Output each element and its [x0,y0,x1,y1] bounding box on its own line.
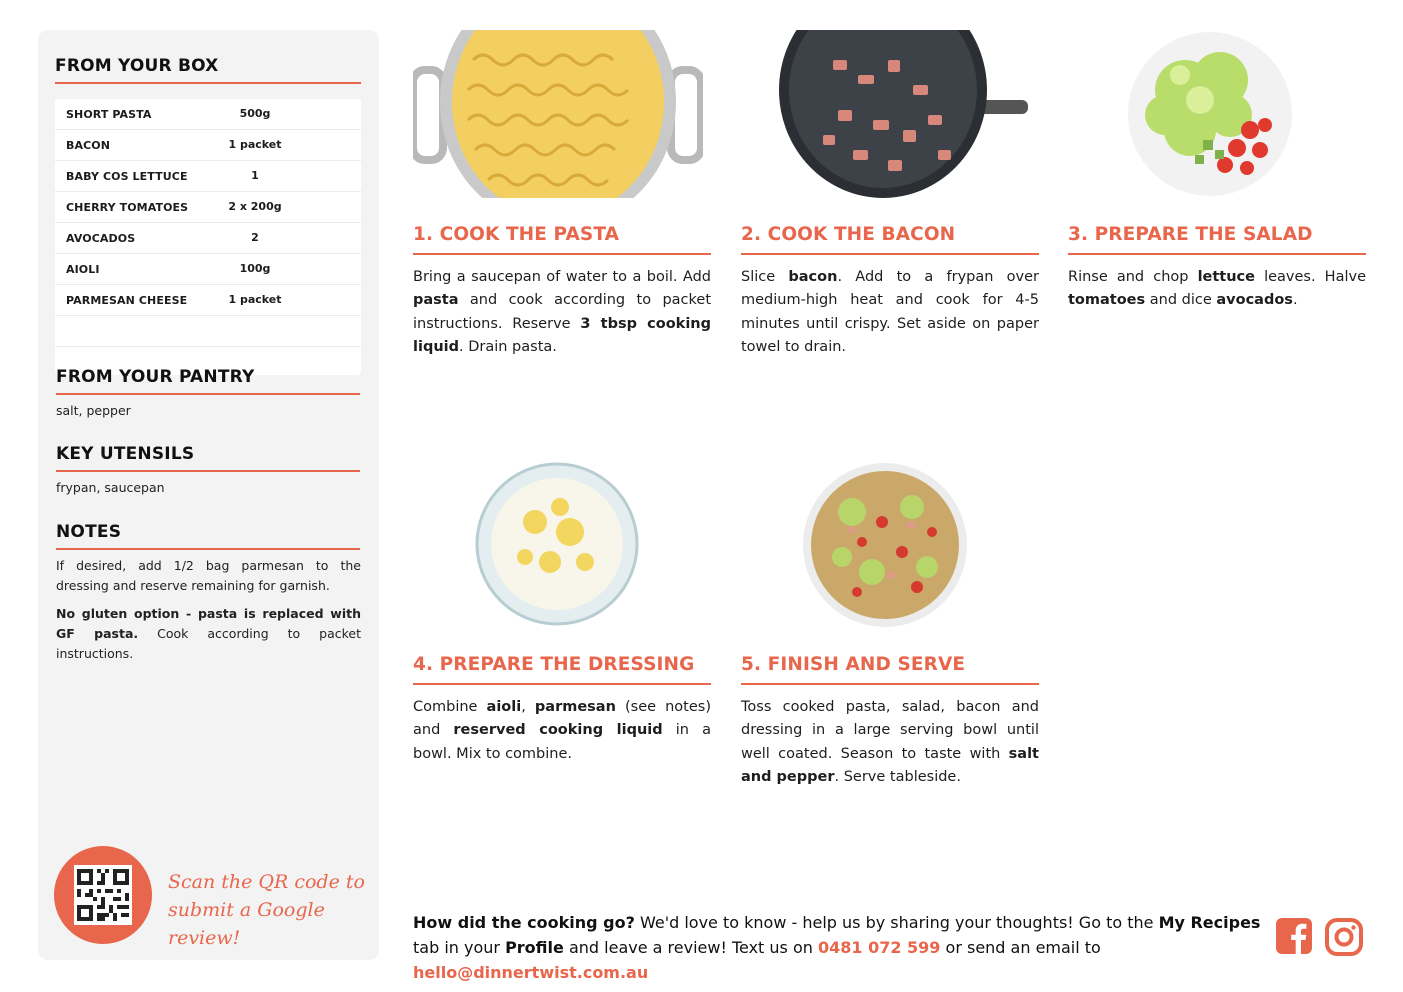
table-row [55,254,361,285]
ingredient-qty: 2 x 200g [228,200,282,213]
ingredient-name: BABY COS LETTUCE [66,170,188,183]
instruction-text: (see notes) and [413,699,711,739]
table-row [55,285,361,316]
bold-ingredient: reserved cooking liquid [453,722,663,739]
ingredients-table [55,99,361,375]
utensils-text: frypan, saucepan [56,480,165,495]
instruction-text: Rinse and chop [1068,269,1198,285]
review-text: and leave a review! Text us on [563,938,818,957]
step-rule [1068,253,1366,255]
qr-caption-line: Scan the QR code to [168,871,365,893]
instruction-text: , [521,699,535,715]
instruction-text: and dice [1145,292,1217,309]
bold-ingredient: lettuce [1197,269,1255,285]
step-rule [413,253,711,255]
bold-ingredient: salt and pepper [741,745,1039,785]
instruction-text: in a bowl. Mix to combine. [413,722,711,762]
instagram-icon[interactable] [1325,918,1363,956]
heading-rule [56,470,360,472]
notes-bold: No gluten option - pasta is replaced with GF pasta. [56,606,361,641]
step-1-title: 1. COOK THE PASTA [413,224,620,245]
step-2-title: 2. COOK THE BACON [741,224,956,245]
notes-heading: NOTES [56,522,122,542]
heading-rule [56,393,360,395]
pasta-pot-photo [413,30,703,198]
table-row [55,130,361,161]
review-prompt [413,910,1263,985]
step-rule [741,683,1039,685]
instruction-text: Toss cooked pasta, salad, bacon and dressing in a large serving bowl until well coated. Season to taste with [741,699,1039,762]
instruction-text: . Drain pasta. [459,338,557,355]
step-5-title: 5. FINISH AND SERVE [741,654,966,675]
ingredient-qty: 500g [239,107,271,120]
ingredient-name: CHERRY TOMATOES [66,201,189,214]
bold-ingredient: tomatoes [1068,292,1146,309]
heading-rule [55,82,361,84]
finished-dish-photo [802,462,969,629]
heading-rule [56,548,360,550]
ingredients-panel [38,30,379,960]
table-row [55,316,361,347]
ingredient-qty: 1 [251,169,259,182]
qr-caption [168,868,368,952]
salad-plate-photo [1125,30,1295,198]
ingredient-qty: 2 [251,231,259,244]
instruction-text: Combine [413,699,487,715]
instruction-text: . Serve tableside. [834,768,961,785]
instruction-text: . [1292,292,1298,309]
ingredient-name: BACON [66,139,111,152]
review-text: We'd love to know - help us by sharing your thoughts! Go to the [634,913,1159,932]
ingredient-name: SHORT PASTA [66,108,152,121]
bold-ingredient: avocados [1216,292,1293,309]
from-your-box-heading: FROM YOUR BOX [55,56,219,76]
qr-badge[interactable] [54,846,152,944]
table-row [55,161,361,192]
table-row [55,223,361,254]
pantry-text: salt, pepper [56,403,131,418]
table-row [55,99,361,130]
step-rule [741,253,1039,255]
step-3-body [1068,266,1366,313]
ingredient-name: AIOLI [66,263,100,276]
bold-ingredient: parmesan [534,699,616,715]
bold-ingredient: aioli [486,699,522,715]
facebook-icon[interactable] [1276,918,1314,956]
review-text: tab in your [413,938,506,957]
bold-ingredient: bacon [788,269,838,285]
instruction-text: Bring a saucepan of water to a boil. Add [413,269,711,285]
step-4-title: 4. PREPARE THE DRESSING [413,654,695,675]
ingredient-name: PARMESAN CHEESE [66,294,188,307]
qr-caption-line: submit a Google review! [168,899,325,949]
email-link[interactable]: hello@dinnertwist.com.au [413,963,649,982]
instruction-text: leaves. Halve [1254,269,1366,285]
bacon-frypan-photo [778,30,1033,198]
phone-link[interactable]: 0481 072 599 [817,938,941,957]
pantry-heading: FROM YOUR PANTRY [56,367,255,387]
bold-ingredient: 3 tbsp cooking liquid [413,315,711,355]
ingredient-name: AVOCADOS [66,232,136,245]
review-question: How did the cooking go? [413,913,635,932]
instruction-text: and cook according to packet instructions. Reserve [413,292,711,332]
step-5-body [741,696,1039,789]
ingredient-qty: 1 packet [228,138,282,151]
step-rule [413,683,711,685]
notes-rest: Cook according to packet instructions. [56,626,361,661]
ingredient-qty: 1 packet [228,293,282,306]
instruction-text: Slice [741,269,789,285]
notes-text-1: If desired, add 1/2 bag parmesan to the dressing and reserve remaining for garnish. [56,558,361,593]
utensils-heading: KEY UTENSILS [56,444,195,464]
notes-text-2 [56,604,361,664]
bold-ingredient: pasta [413,292,459,309]
step-3-title: 3. PREPARE THE SALAD [1068,224,1313,245]
instruction-text: . Add to a frypan over medium-high heat and cook for 4-5 minutes until crispy. Set aside on paper towel to drain. [741,269,1039,355]
ingredient-qty: 100g [239,262,271,275]
profile-label: Profile [505,938,564,957]
step-4-body [413,696,711,766]
my-recipes-label: My Recipes [1158,913,1261,932]
qr-code-icon[interactable] [74,865,132,925]
step-2-body [741,266,1039,359]
dressing-bowl-photo [475,462,640,627]
review-text: or send an email to [940,938,1101,957]
table-row [55,192,361,223]
step-1-body [413,266,711,359]
